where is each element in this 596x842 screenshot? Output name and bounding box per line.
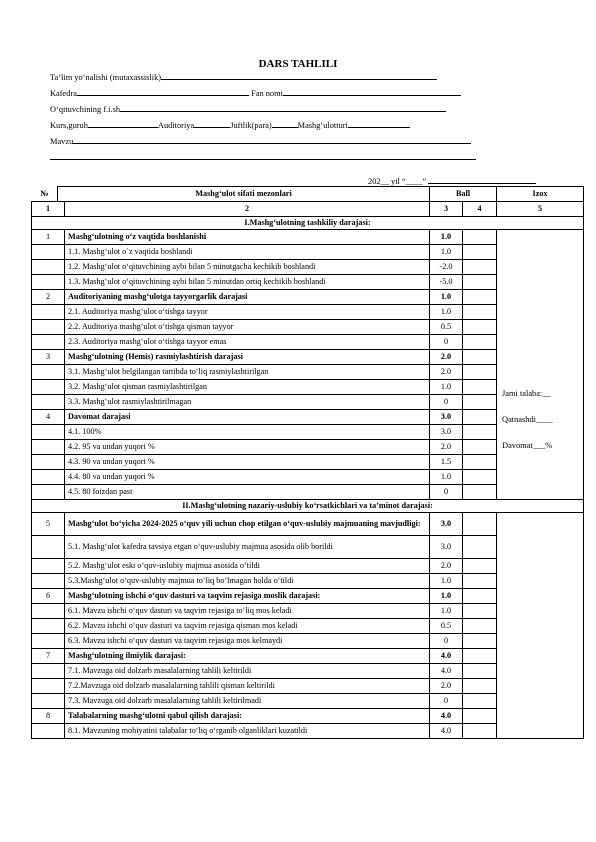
section-row [32,217,584,230]
criterion-text: 2.1. Auditoriya mashg‘ulot o‘tishga tayyor [65,305,430,320]
score-input-cell[interactable] [463,335,497,350]
ball-value: 1.0 [430,305,463,320]
izox-cell[interactable] [497,513,584,739]
fill-line[interactable] [348,117,410,128]
criterion-text: Mashg‘ulot bo‘yicha 2024-2025 o‘quv yili uchun chop etilgan o‘quv-uslubiy majmuaning mavjudligi: [65,513,430,536]
row-number [32,245,65,260]
field-oqituvchi [50,101,476,119]
score-input-cell[interactable] [463,350,497,365]
criterion-text: 2.2. Auditoriya mashg‘ulot o‘tishga qisman tayyor [65,320,430,335]
date-fill-line[interactable] [428,174,536,184]
criterion-text: 7.3. Mavzuga oid dolzarb masalalarning tahlili keltirilmadi [65,694,430,709]
criterion-text: 6.3. Mavzu ishchi o‘quv dasturi va taqvim rejasiga mos kelmaydi [65,634,430,649]
fill-line[interactable] [73,133,471,144]
ball-value: 0 [430,485,463,500]
row-number [32,455,65,470]
row-number: 5 [32,513,65,536]
col-number-row [32,202,584,217]
row-number [32,619,65,634]
table-row [32,230,584,245]
section-row [32,500,584,513]
score-input-cell[interactable] [463,559,497,574]
score-input-cell[interactable] [463,425,497,440]
criterion-text: 8.1. Mavzuning mohiyatini talabalar to‘liq o‘rganib olganliklari kuzatildi [65,724,430,739]
date-line [368,174,536,186]
col-number: 1 [32,202,65,217]
field-label: Kafedra [50,89,77,98]
field-kurs-guruh [50,117,476,135]
ball-value: 0 [430,694,463,709]
criterion-text: 5.3.Mashg‘ulot o‘quv-uslubiy majmua to‘liq bo‘lmagan holda o‘tildi [65,574,430,589]
ball-value: -5.0 [430,275,463,290]
ball-value: 2.0 [430,679,463,694]
ball-value: 0.5 [430,320,463,335]
score-input-cell[interactable] [463,455,497,470]
row-number [32,395,65,410]
criterion-text: Talabalarning mashg‘ulotni qabul qilish darajasi: [65,709,430,724]
criterion-text: 7.1. Mavzuga oid dolzarb masalalarning tahlili keltirildi [65,664,430,679]
ball-value: 1.0 [430,470,463,485]
score-input-cell[interactable] [463,619,497,634]
score-input-cell[interactable] [463,410,497,425]
ball-value: 3.0 [430,425,463,440]
table-header-row [32,187,584,202]
ball-value: 3.0 [430,513,463,536]
field-label: Kurs,guruh [50,121,88,130]
ball-value: 1.0 [430,380,463,395]
score-input-cell[interactable] [463,634,497,649]
document-title: DARS TAHLILI [258,58,338,70]
col-number: 3 [430,202,463,217]
ball-value: 4.0 [430,724,463,739]
field-label: Ta‘lim yo‘nalishi (mutaxassislik) [50,73,162,82]
fill-line[interactable] [272,117,298,128]
ball-value: 1.0 [430,290,463,305]
col-header-no: № [32,187,58,202]
criterion-text: 4.2. 95 va undan yuqori % [65,440,430,455]
row-number [32,275,65,290]
row-number [32,425,65,440]
row-number [32,380,65,395]
score-input-cell[interactable] [463,649,497,664]
col-header-mezon: Mashg‘ulot sifati mezonlari [58,187,430,202]
criterion-text: Mashg‘ulotning (Hemis) rasmiylashtirish darajasi [65,350,430,365]
row-number [32,320,65,335]
row-number: 3 [32,350,65,365]
izox-cell[interactable] [497,230,584,500]
score-input-cell[interactable] [463,230,497,245]
evaluation-table [31,186,584,739]
score-input-cell[interactable] [463,365,497,380]
row-number [32,260,65,275]
field-label: O‘qituvchining f.i.sh [50,105,121,114]
criterion-text: Mashg‘ulotning ilmiylik darajasi: [65,649,430,664]
score-input-cell[interactable] [463,470,497,485]
fill-line[interactable] [77,85,249,96]
row-number: 4 [32,410,65,425]
criterion-text: 4.1. 100% [65,425,430,440]
row-number [32,440,65,455]
ball-value: 1.0 [430,230,463,245]
ball-value: 0.5 [430,619,463,634]
fill-line[interactable] [194,117,230,128]
field-mavzu [50,133,476,151]
criterion-text: 5.1. Mashg‘ulot kafedra tavsiya etgan o‘quv-uslubiy majmua asosida olib borildi [65,536,430,559]
row-number [32,694,65,709]
score-input-cell[interactable] [463,694,497,709]
ball-value: 4.0 [430,649,463,664]
row-number [32,634,65,649]
criterion-text: 3.1. Mashg‘ulot belgilangan tartibda to‘liq rasmiylashtirilgan [65,365,430,380]
criterion-text: Auditoriyaning mashg‘ulotga tayyorgarlik darajasi [65,290,430,305]
ball-value: 0 [430,335,463,350]
ball-value: 1.0 [430,245,463,260]
score-input-cell[interactable] [463,245,497,260]
row-number [32,305,65,320]
ball-value: 3.0 [430,410,463,425]
row-number [32,485,65,500]
score-input-cell[interactable] [463,536,497,559]
ball-value: 1.0 [430,604,463,619]
fill-line[interactable] [50,149,476,160]
ball-value: 2.0 [430,440,463,455]
fill-line[interactable] [161,69,437,80]
fill-line[interactable] [120,101,446,112]
section-title: I.Mashg‘ulotning tashkiliy darajasi: [32,217,584,230]
row-number [32,470,65,485]
row-number: 2 [32,290,65,305]
criterion-text: 4.5. 80 foizdan past [65,485,430,500]
field-mavzu-cont [50,149,476,167]
col-header-izox: Izox [497,187,584,202]
row-number: 7 [32,649,65,664]
ball-value: 1.0 [430,574,463,589]
score-input-cell[interactable] [463,485,497,500]
field-label: Auditoriya [157,121,195,130]
row-number [32,604,65,619]
fill-line[interactable] [88,117,158,128]
row-number [32,559,65,574]
field-label: Juftlik(para) [230,121,272,130]
row-number [32,724,65,739]
criterion-text: 3.2. Mashg‘ulot qisman rasmiylashtirilgan [65,380,430,395]
ball-value: 2.0 [430,559,463,574]
criterion-text: 2.3. Auditoriya mashg‘ulot o‘tishga tayyor emas [65,335,430,350]
ball-value: 2.0 [430,365,463,380]
table-row [32,513,584,536]
ball-value: 4.0 [430,664,463,679]
izox-jami: Jami talaba:__ [502,388,551,398]
score-input-cell[interactable] [463,290,497,305]
ball-value: 3.0 [430,536,463,559]
col-header-ball: Ball [430,187,497,202]
score-input-cell[interactable] [463,305,497,320]
score-input-cell[interactable] [463,440,497,455]
score-input-cell[interactable] [463,380,497,395]
criterion-text: 5.2. Mashg‘ulot eski o‘quv-uslubiy majmua asosida o‘tildi [65,559,430,574]
row-number: 1 [32,230,65,245]
criterion-text: 4.4. 80 va undan yuqori % [65,470,430,485]
row-number [32,365,65,380]
field-label: Mashg‘ulotturi [297,121,348,130]
score-input-cell[interactable] [463,604,497,619]
score-input-cell[interactable] [463,275,497,290]
score-input-cell[interactable] [463,320,497,335]
score-input-cell[interactable] [463,574,497,589]
row-number: 8 [32,709,65,724]
row-number [32,574,65,589]
score-input-cell[interactable] [463,395,497,410]
row-number [32,536,65,559]
row-number [32,664,65,679]
criterion-text: 1.3. Mashg‘ulot o‘qituvchining aybi bilan 5 minutdan ortiq kechikib boshlandi [65,275,430,290]
score-input-cell[interactable] [463,260,497,275]
row-number [32,679,65,694]
date-prefix: 202__ yil “____” [368,177,427,186]
ball-value: 0 [430,634,463,649]
col-number: 4 [463,202,497,217]
ball-value: -2.0 [430,260,463,275]
col-number: 2 [65,202,430,217]
ball-value: 1.5 [430,455,463,470]
criterion-text: 6.2. Mavzu ishchi o‘quv dasturi va taqvim rejasiga qisman mos keladi [65,619,430,634]
score-input-cell[interactable] [463,679,497,694]
ball-value: 0 [430,395,463,410]
criterion-text: 3.3. Mashg‘ulot rasmiylashtirilmagan [65,395,430,410]
section-title: II.Mashg‘ulotning nazariy-uslubiy ko‘rsatkichlari va ta’minot darajasi: [32,500,584,513]
fill-line[interactable] [283,85,461,96]
score-input-cell[interactable] [463,589,497,604]
row-number [32,335,65,350]
criterion-text: Mashg‘ulotning ishchi o‘quv dasturi va taqvim rejasiga moslik darajasi: [65,589,430,604]
izox-davomat: Davomat___% [502,440,553,450]
criterion-text: 6.1. Mavzu ishchi o‘quv dasturi va taqvim rejasiga to‘liq mos keladi [65,604,430,619]
izox-qatnashdi: Qatnashdi____ [502,414,553,424]
score-input-cell[interactable] [463,709,497,724]
field-label: Fan nomi [251,89,283,98]
criterion-text: 7.2.Mavzuga oid dolzarb masalalarning tahlili qisman keltirildi [65,679,430,694]
field-kafedra-fan [50,85,476,103]
criterion-text: Davomat darajasi [65,410,430,425]
ball-value: 4.0 [430,709,463,724]
criterion-text: Mashg‘ulotning o‘z vaqtida boshlanishi [65,230,430,245]
field-label: Mavzu [50,137,74,146]
criterion-text: 1.2. Mashg‘ulot o‘qituvchining aybi bilan 5 minutgacha kechikib boshlandi [65,260,430,275]
score-input-cell[interactable] [463,724,497,739]
row-number: 6 [32,589,65,604]
criterion-text: 1.1. Mashg‘ulot o`z vaqtida boshlandi [65,245,430,260]
ball-value: 2.0 [430,350,463,365]
score-input-cell[interactable] [463,513,497,536]
score-input-cell[interactable] [463,664,497,679]
ball-value: 1.0 [430,589,463,604]
field-talim-yonalishi [50,69,476,87]
criterion-text: 4.3. 90 va undan yuqori % [65,455,430,470]
col-number: 5 [497,202,584,217]
